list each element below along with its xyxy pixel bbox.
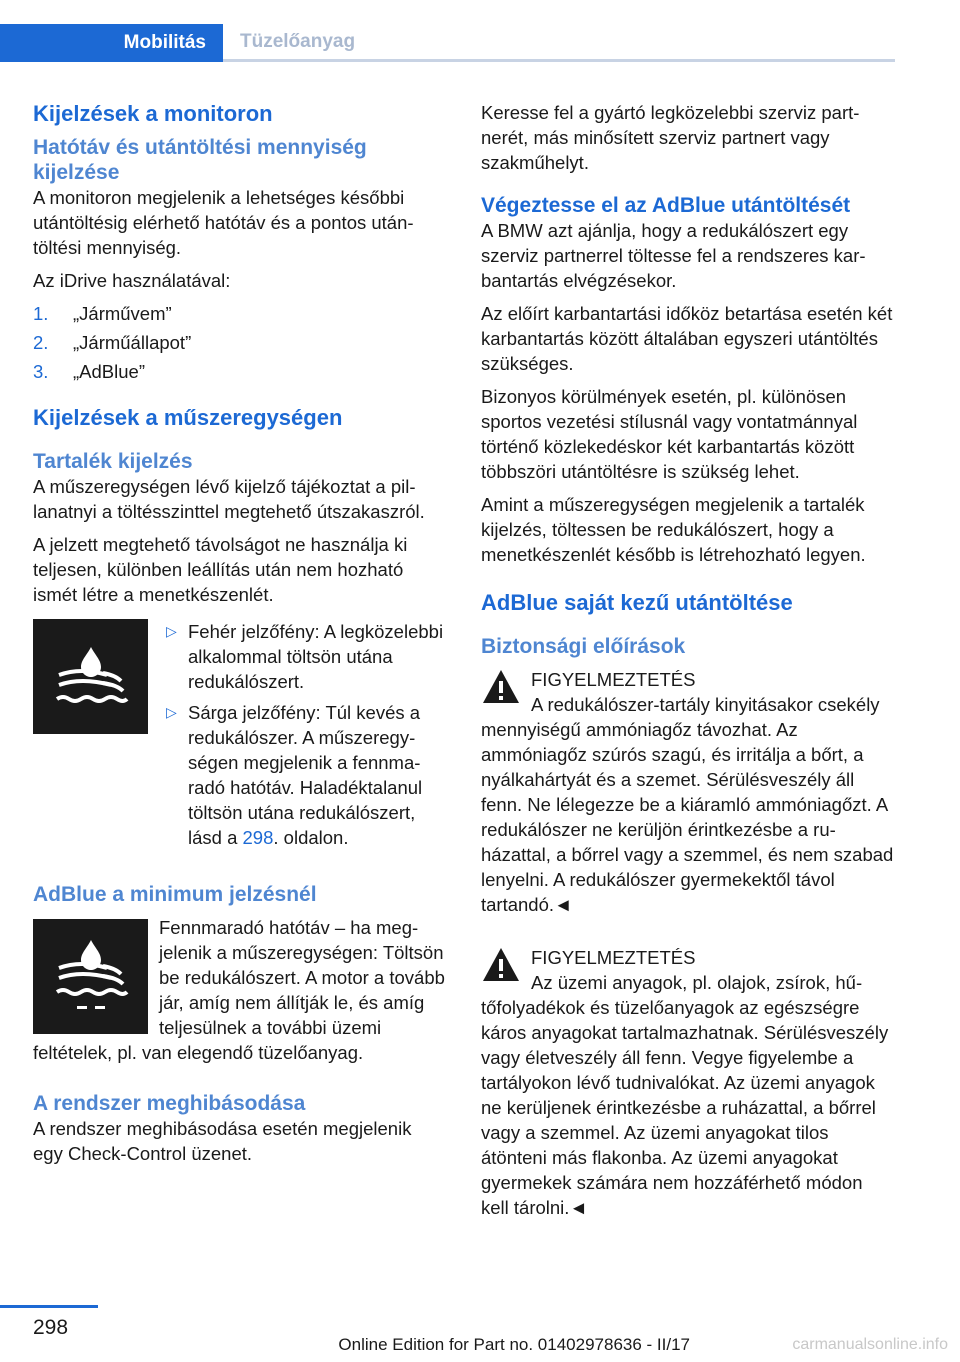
subheading-service-refill: Végeztesse el az AdBlue utántöltését bbox=[481, 194, 851, 217]
warning-triangle-icon bbox=[481, 945, 521, 985]
subheading-range-display: Hatótáv és utántöltési mennyiség kijelzése bbox=[33, 135, 367, 184]
subheading-minimum: AdBlue a minimum jelzésnél bbox=[33, 882, 317, 906]
warning-text: A redukálószer-tartály kinyitásakor csekély mennyiségű ammóniagőz távozhat. Az ammóniagőz szúrós szagú, és irritálja a bőrt, a nyálkahártyát és a szemet. Sérülésveszély áll fenn. Ne lélegezze be a kiáramló ammóniagőzt. A redukálószer ne kerüljön érintkezésbe a ruházattal, a bőrrel vagy a szemmel, és nem szabad lenyelni. A redukálószer gyermekektől távol tartandó.◄ bbox=[481, 693, 894, 915]
list-number: 3. bbox=[33, 360, 49, 382]
right-column bbox=[481, 100, 895, 1228]
list-item bbox=[158, 700, 445, 850]
adblue-indicator-icon bbox=[33, 619, 148, 734]
triangle-bullet-icon: ▷ bbox=[166, 703, 177, 720]
subheading-malfunction: A rendszer meghibásodása bbox=[33, 1091, 306, 1115]
paragraph: Fennmaradó hatótáv – ha megjelenik a műszeregységen: Töltsön be redukálószert. A motor a tovább jár, amíg nem állítják le, és amíg teljesülnek a további üzemi feltételek, pl. van elegendő tüzelőanyag. bbox=[33, 916, 445, 1063]
list-item bbox=[33, 301, 445, 326]
paragraph: Keresse fel a gyártó legközelebbi szerviz partnerét, más minősített szerviz partnert vagy szakműhelyt. bbox=[481, 102, 860, 173]
triangle-bullet-icon: ▷ bbox=[166, 622, 177, 639]
idrive-steps bbox=[33, 301, 445, 384]
indicator-bullets bbox=[158, 619, 445, 856]
warning-triangle-icon bbox=[481, 667, 521, 707]
paragraph: A monitoron megjelenik a lehetséges későbbi utántöltésig elérhető hatótáv és a pontos utántöltési mennyiség. bbox=[33, 186, 414, 258]
list-item bbox=[158, 619, 445, 694]
list-item bbox=[33, 330, 445, 355]
paragraph: Az előírt karbantartási időköz betartása esetén két karbantartás között általában egyszeri utántöltés szükséges. bbox=[481, 303, 893, 375]
warning-title: FIGYELMEZTETÉS bbox=[531, 668, 696, 690]
page-link[interactable]: 298 bbox=[242, 826, 274, 848]
bullet-text: Fehér jelzőfény: A legközelebbi alkalommal töltsön utána redukálószert. bbox=[188, 620, 444, 692]
paragraph: Bizonyos körülmények esetén, pl. különösen sportos vezetési stílusnál vagy vontatmánnyal történő közlekedéskor két karbantartás között többszöri utántöltésre is szükség lehet. bbox=[481, 386, 858, 483]
paragraph: A BMW azt ajánlja, hogy a redukálószert egy szerviz partnerrel töltesse fel a rendszeres karbantartás elvégzésekor. bbox=[481, 220, 866, 292]
tab-mobilitas[interactable]: Mobilitás bbox=[0, 24, 223, 62]
warning-text: Az üzemi anyagok, pl. olajok, zsírok, hűtőfolyadékok és tüzelőanyagok az egészségre káros anyagokat tartalmazhatnak. Sérülésveszély vagy életveszély áll fenn. Vegye figyelembe a tartályokon lévő tudnivalókat. Az üzemi anyagok ne kerüljenek érintkezésbe a ruházattal, a bőrrel vagy a szemmel. Az üzemi anyagokat tilos átönteni más flakonba. Az üzemi anyagokat gyermekek számára nem hozzáférhető módon kell tárolni.◄ bbox=[481, 971, 889, 1218]
paragraph: Az iDrive használatával: bbox=[33, 269, 231, 291]
heading-self-refill: AdBlue saját kezű utántöltése bbox=[481, 590, 793, 616]
tab-tuzeloanyag[interactable]: Tüzelőanyag bbox=[223, 24, 895, 62]
list-text: „Járműállapot” bbox=[73, 331, 192, 353]
edition-note: Online Edition for Part no. 01402978636 - II/17 bbox=[338, 1335, 690, 1354]
bullet-text: . oldalon. bbox=[273, 826, 349, 848]
subheading-reserve: Tartalék kijelzés bbox=[33, 449, 193, 473]
adblue-minimum-icon bbox=[33, 919, 148, 1034]
list-number: 1. bbox=[33, 302, 49, 324]
list-number: 2. bbox=[33, 331, 49, 353]
heading-monitor: Kijelzések a monitoron bbox=[33, 101, 273, 126]
paragraph: A rendszer meghibásodása esetén megjelenik egy Check-Control üzenet. bbox=[33, 1118, 412, 1165]
watermark: carmanualsonline.info bbox=[792, 1336, 948, 1353]
warning-title: FIGYELMEZTETÉS bbox=[531, 946, 696, 968]
list-text: „Járművem” bbox=[73, 302, 172, 324]
page-number: 298 bbox=[33, 1316, 69, 1339]
warning-block bbox=[481, 945, 895, 1220]
paragraph: A műszeregységen lévő kijelző tájékoztat a pillanatnyi a töltésszinttel megtehető útszakaszról. bbox=[33, 475, 425, 522]
list-item bbox=[33, 359, 445, 384]
chapter-tabs bbox=[0, 24, 895, 62]
paragraph: A jelzett megtehető távolságot ne használja ki teljesen, különben leállítás után nem hozható ismét létre a menetkészenlét. bbox=[33, 533, 408, 605]
subheading-safety: Biztonsági előírások bbox=[481, 634, 686, 658]
left-column bbox=[33, 100, 445, 1174]
paragraph: Amint a műszeregységen megjelenik a tartalék kijelzés, töltessen be redukálószert, hogy a menetkészenlét később is létrehozható legyen. bbox=[481, 494, 866, 566]
bullet-text: Sárga jelzőfény: Túl kevés a redukálószer. A műszeregységen megjelenik a fennmaradó hatótáv. Haladéktalanul töltsön utána redukálószert, lásd a bbox=[188, 701, 423, 848]
heading-instrument-cluster: Kijelzések a műszeregységen bbox=[33, 404, 343, 430]
warning-block bbox=[481, 667, 895, 917]
footer-rule bbox=[0, 1305, 98, 1308]
list-text: „AdBlue” bbox=[73, 360, 145, 382]
